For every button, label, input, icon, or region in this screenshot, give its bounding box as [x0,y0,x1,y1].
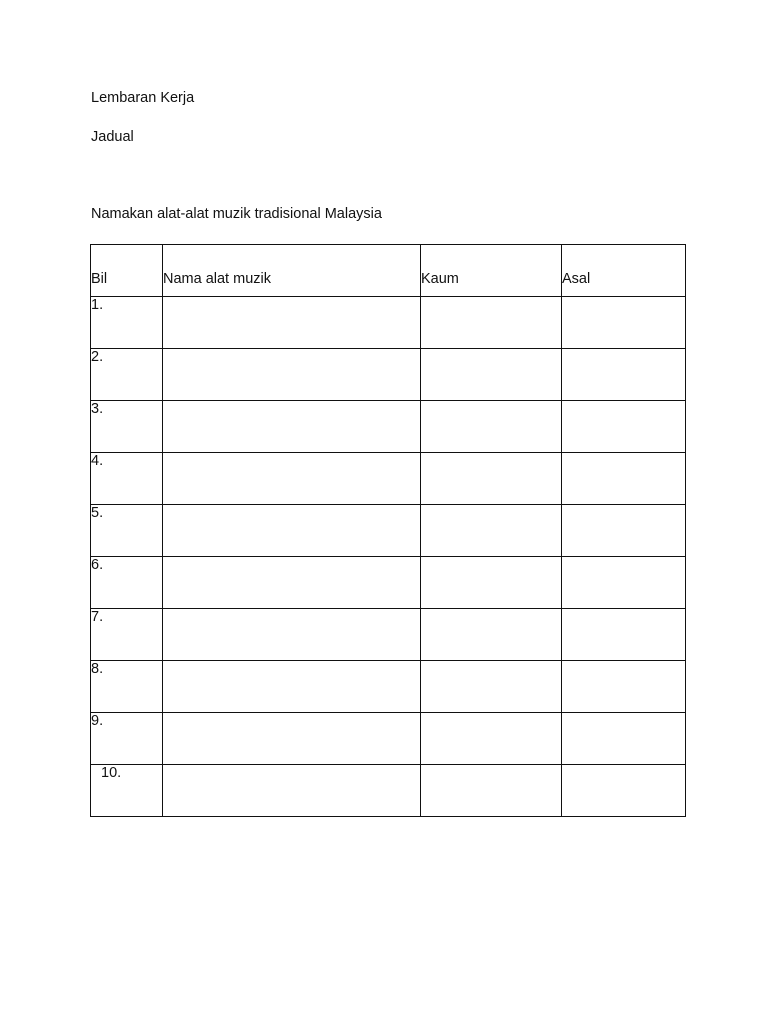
instrument-table [90,244,686,817]
row-number: 6. [91,557,163,609]
nama-cell[interactable] [163,297,421,349]
worksheet-title: Lembaran Kerja [91,90,195,106]
kaum-cell[interactable] [421,505,562,557]
kaum-cell[interactable] [421,661,562,713]
table-row [91,453,686,505]
row-number: 5. [91,505,163,557]
header-kaum: Kaum [421,245,562,297]
worksheet-subtitle: Jadual [91,129,134,145]
header-asal: Asal [562,245,686,297]
kaum-cell[interactable] [421,557,562,609]
row-number: 9. [91,713,163,765]
table-row [91,297,686,349]
nama-cell[interactable] [163,661,421,713]
nama-cell[interactable] [163,609,421,661]
asal-cell[interactable] [562,453,686,505]
kaum-cell[interactable] [421,349,562,401]
nama-cell[interactable] [163,453,421,505]
row-number: 3. [91,401,163,453]
row-number: 8. [91,661,163,713]
nama-cell[interactable] [163,557,421,609]
asal-cell[interactable] [562,713,686,765]
row-number: 10. [91,765,163,817]
table-row [91,609,686,661]
kaum-cell[interactable] [421,401,562,453]
nama-cell[interactable] [163,765,421,817]
table-row [91,557,686,609]
worksheet-instruction: Namakan alat-alat muzik tradisional Malaysia [91,206,382,222]
row-number: 1. [91,297,163,349]
table-row [91,765,686,817]
asal-cell[interactable] [562,661,686,713]
asal-cell[interactable] [562,401,686,453]
nama-cell[interactable] [163,401,421,453]
asal-cell[interactable] [562,765,686,817]
row-number: 4. [91,453,163,505]
kaum-cell[interactable] [421,713,562,765]
row-number: 2. [91,349,163,401]
kaum-cell[interactable] [421,765,562,817]
table-row [91,505,686,557]
asal-cell[interactable] [562,297,686,349]
asal-cell[interactable] [562,505,686,557]
nama-cell[interactable] [163,505,421,557]
table-header-row [91,245,686,297]
header-nama-alat-muzik: Nama alat muzik [163,245,421,297]
asal-cell[interactable] [562,349,686,401]
nama-cell[interactable] [163,349,421,401]
nama-cell[interactable] [163,713,421,765]
header-bil: Bil [91,245,163,297]
table-row [91,401,686,453]
table-row [91,713,686,765]
kaum-cell[interactable] [421,453,562,505]
asal-cell[interactable] [562,557,686,609]
row-number: 7. [91,609,163,661]
kaum-cell[interactable] [421,609,562,661]
table-row [91,661,686,713]
kaum-cell[interactable] [421,297,562,349]
asal-cell[interactable] [562,609,686,661]
table-row [91,349,686,401]
